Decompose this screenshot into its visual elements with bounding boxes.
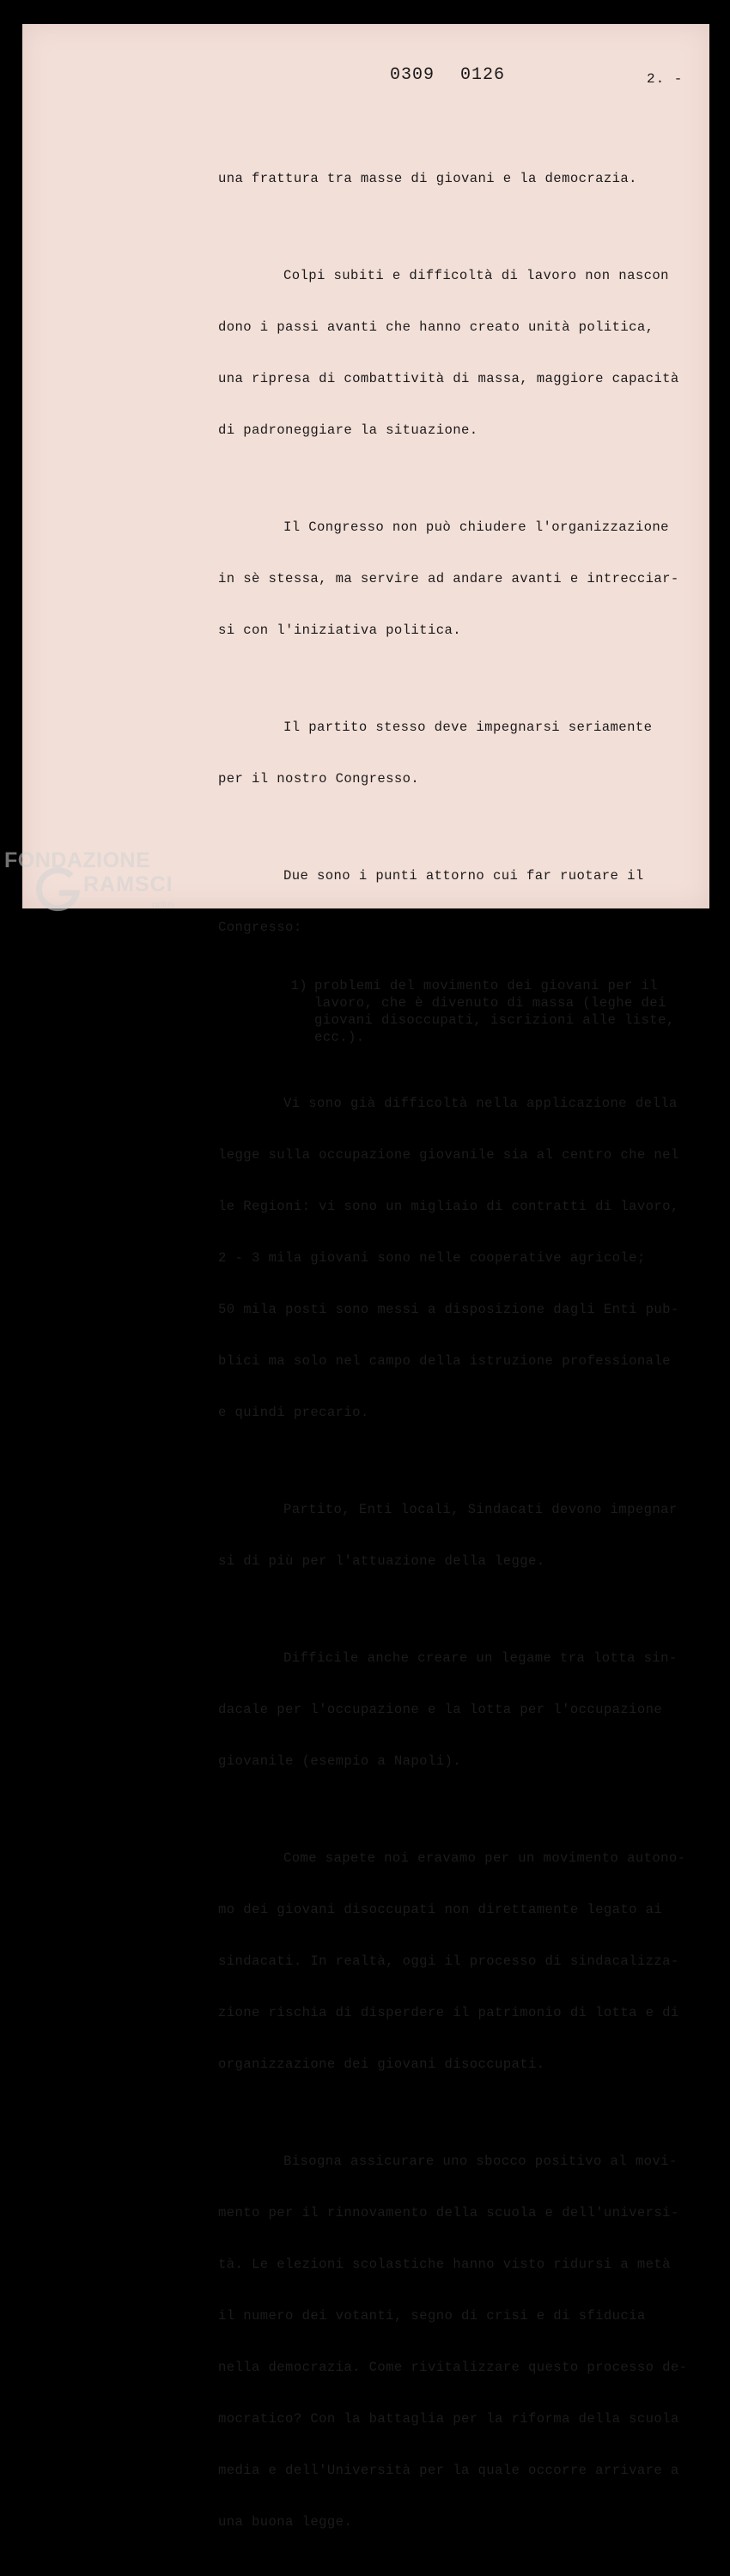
paragraph-6 [218, 1060, 699, 1455]
paragraph-10 [218, 2118, 699, 2565]
paragraph-3 [218, 484, 699, 673]
document-page [22, 24, 709, 2530]
watermark-title: FONDAZIONE [4, 848, 151, 872]
paragraph-5 [218, 833, 699, 970]
text-line: giovani disoccupati, iscrizioni alle liste, [314, 1012, 675, 1028]
page-number: 2. - [647, 71, 684, 87]
text-line: una frattura tra masse di giovani e la democrazia. [218, 171, 637, 186]
text-line: 2 - 3 mila giovani sono nelle cooperative agricole; [218, 1250, 646, 1266]
text-line: si di più per l'attuazione della legge. [218, 1553, 545, 1569]
text-line: per il nostro Congresso. [218, 771, 420, 787]
text-line: Congresso: [218, 920, 302, 935]
fondazione-gramsci-watermark [4, 848, 185, 917]
watermark-subtitle: RAMSCI [83, 872, 173, 896]
text-line: di padroneggiare la situazione. [218, 422, 478, 438]
text-line: dacale per l'occupazione e la lotta per l'occupazione [218, 1702, 663, 1717]
text-line: una ripresa di combattività di massa, maggiore capacità [218, 371, 679, 386]
text-line: il numero dei votanti, segno di crisi e di sfiducia [218, 2308, 646, 2324]
text-line: e quindi precario. [218, 1405, 369, 1420]
text-line: Bisogna assicurare uno sbocco positivo al movi- [283, 2154, 678, 2169]
text-line: legge sulla occupazione giovanile sia al centro che nel [218, 1147, 679, 1163]
paragraph-9 [218, 1815, 699, 2107]
text-line: mento per il rinnovamento della scuola e dell'universi- [218, 2205, 679, 2221]
paragraph-4 [218, 684, 699, 822]
text-line: Colpi subiti e difficoltà di lavoro non nascon [283, 268, 669, 283]
text-line: Vi sono già difficoltà nella applicazione della [283, 1096, 678, 1111]
paragraph-7 [218, 1467, 699, 1604]
text-line: le Regioni: vi sono un migliaio di contratti di lavoro, [218, 1199, 679, 1214]
text-line: zione rischia di disperdere il patrimonio di lotta e di [218, 2005, 679, 2020]
text-line: sindacati. In realtà, oggi il processo di sindacalizza- [218, 1953, 679, 1969]
text-line: Il Congresso non può chiudere l'organizzazione [283, 519, 669, 535]
text-line: mocratico? Con la battaglia per la riforma della scuola [218, 2411, 679, 2427]
paragraph-2 [218, 233, 699, 473]
text-line: una buona legge. [218, 2514, 353, 2530]
text-line: in sè stessa, ma servire ad andare avanti e intrecciar- [218, 571, 679, 586]
text-line: si con l'iniziativa politica. [218, 623, 461, 638]
text-line: 50 mila posti sono messi a disposizione dagli Enti pub- [218, 1302, 679, 1317]
text-line: Due sono i punti attorno cui far ruotare il [283, 868, 644, 884]
text-line: ecc.). [314, 1030, 365, 1045]
text-line: tà. Le elezioni scolastiche hanno visto ridursi a metà [218, 2257, 671, 2272]
text-line: organizzazione dei giovani disoccupati. [218, 2057, 545, 2072]
paragraph-1 [218, 136, 699, 222]
text-line: mo dei giovani disoccupati non direttamente legato ai [218, 1902, 663, 1917]
text-line: Il partito stesso deve impegnarsi seriamente [283, 720, 653, 735]
archive-reference [390, 65, 531, 85]
text-line: lavoro, che è divenuto di massa (leghe dei [314, 995, 666, 1011]
text-line: nella democrazia. Come rivitalizzare questo processo de- [218, 2360, 688, 2375]
text-line: Partito, Enti locali, Sindacati devono impegnar [283, 1502, 678, 1517]
text-line: giovanile (esempio a Napoli). [218, 1753, 461, 1769]
document-body [218, 136, 699, 2576]
list-item-1 [218, 977, 699, 1046]
archive-number-2: 0126 [460, 65, 506, 85]
text-line: dono i passi avanti che hanno creato unità politica, [218, 319, 654, 335]
text-line: problemi del movimento dei giovani per il [314, 978, 659, 993]
paragraph-8 [218, 1615, 699, 1804]
archive-number-1: 0309 [390, 65, 435, 85]
text-line: Come sapete noi eravamo per un movimento autono- [283, 1850, 686, 1866]
text-line: media e dell'Università per la quale occorre arrivare a [218, 2463, 679, 2478]
list-number: 1) [290, 978, 307, 993]
text-line: Difficile anche creare un legame tra lotta sin- [283, 1650, 678, 1666]
text-line: blici ma solo nel campo della istruzione professionale [218, 1353, 671, 1369]
watermark-suffix: onlus [152, 900, 175, 910]
list-text [314, 977, 699, 1046]
